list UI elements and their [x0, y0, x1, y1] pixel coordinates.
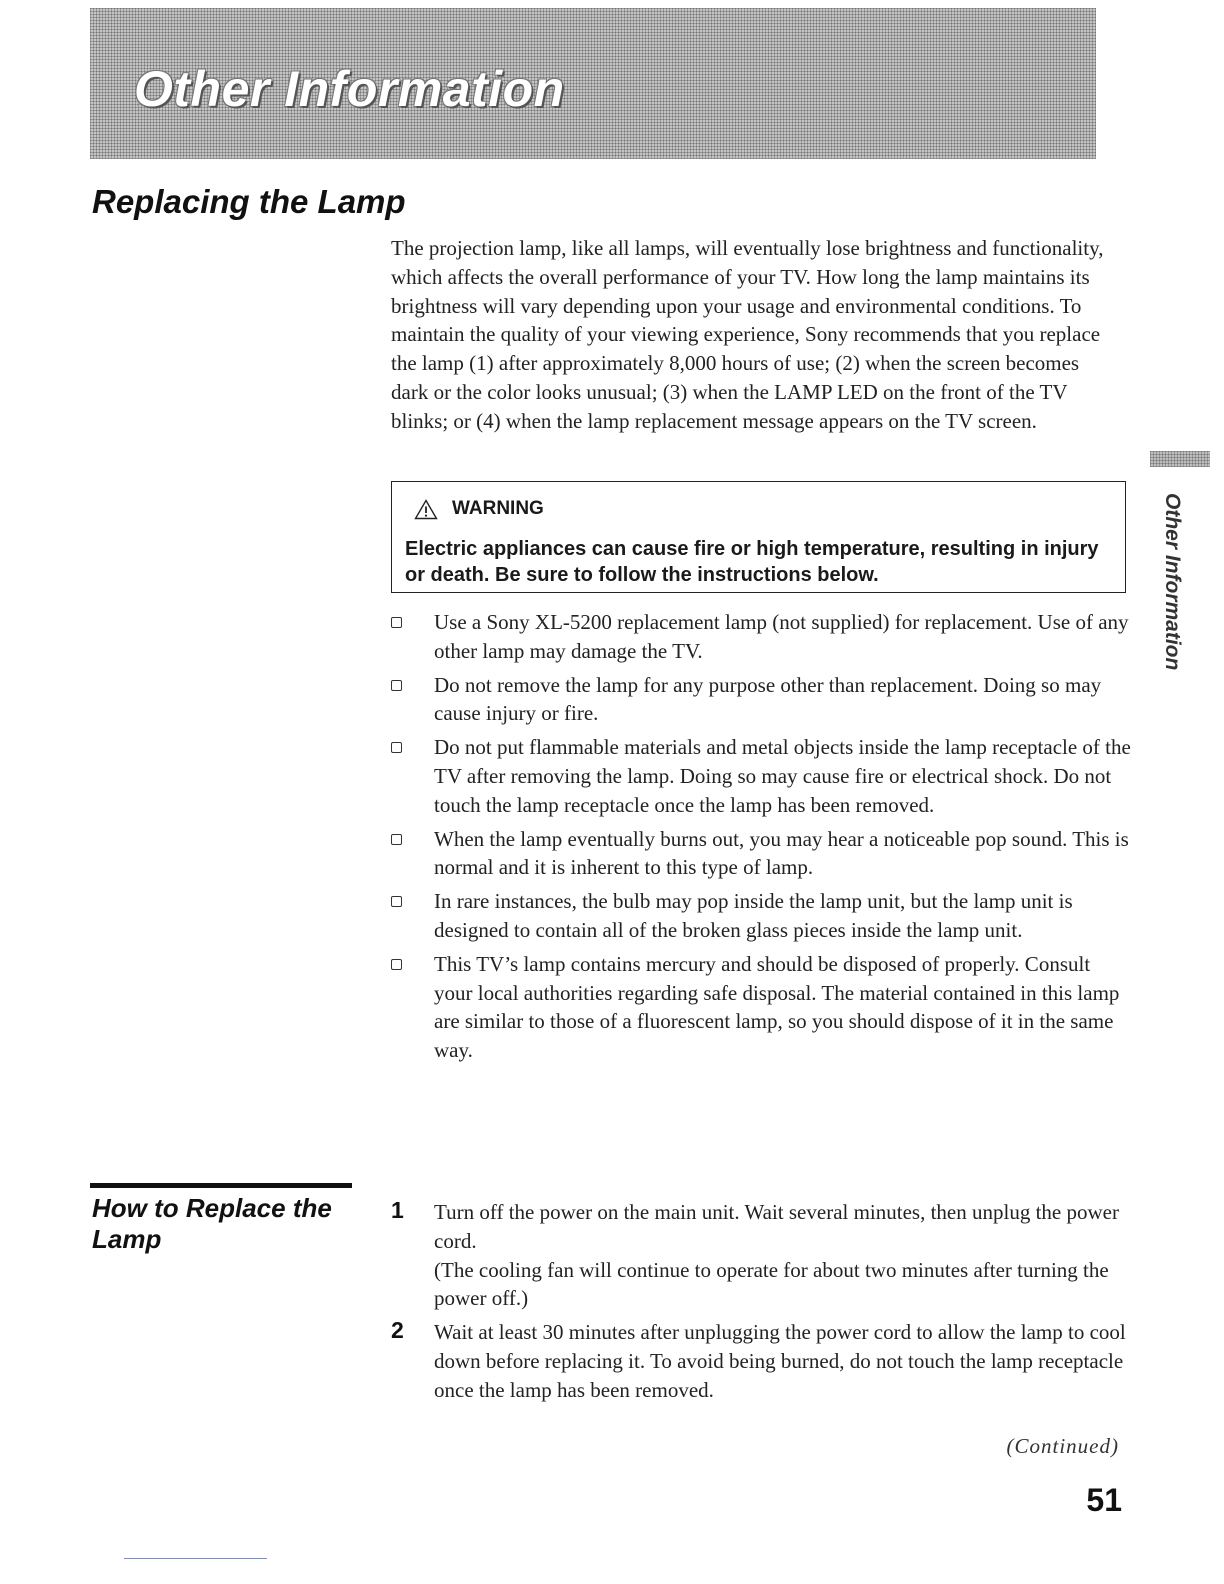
list-item: [391, 950, 1131, 1065]
list-item-text: Do not remove the lamp for any purpose other than replacement. Doing so may cause injury or fire.: [434, 672, 1102, 726]
subsection-rule: [90, 1183, 352, 1188]
warning-label: WARNING: [452, 498, 544, 519]
warning-header: [414, 498, 544, 520]
side-tab-label: Other Information: [1161, 493, 1184, 671]
list-item-text: Do not put flammable materials and metal objects inside the lamp receptacle of the TV after removing the lamp. Doing so may cause fire or electrical shock. Do not touch the lamp receptacle once the lamp has been removed.: [434, 735, 1131, 817]
list-item-text: Use a Sony XL-5200 replacement lamp (not supplied) for replacement. Use of any other lamp may damage the TV.: [434, 610, 1129, 663]
warning-triangle-icon: [414, 499, 438, 520]
continued-label: (Continued): [1006, 1434, 1119, 1458]
steps-list: [391, 1198, 1131, 1410]
list-item: [391, 825, 1131, 883]
precautions-list: [391, 608, 1131, 1070]
list-item: [391, 671, 1131, 729]
subsection-title: How to Replace the Lamp: [92, 1193, 332, 1254]
section-title: Replacing the Lamp: [92, 183, 406, 220]
checkbox-icon: [391, 896, 402, 907]
step-text: Turn off the power on the main unit. Wait several minutes, then unplug the power cord.: [434, 1200, 1119, 1253]
checkbox-icon: [391, 959, 402, 970]
warning-text: Electric appliances can cause fire or high temperature, resulting in injury or death. Be sure to follow the instructions below.: [405, 538, 1099, 586]
list-item: [391, 733, 1131, 819]
step-text: Wait at least 30 minutes after unplugging the power cord to allow the lamp to cool down before replacing it. To avoid being burned, do not touch the lamp receptacle once the lamp has been removed.: [434, 1320, 1126, 1402]
page-number: 51: [1086, 1482, 1122, 1518]
list-item-text: In rare instances, the bulb may pop inside the lamp unit, but the lamp unit is designed to contain all of the broken glass pieces inside the lamp unit.: [434, 889, 1073, 942]
checkbox-icon: [391, 742, 402, 753]
list-item-text: This TV’s lamp contains mercury and should be disposed of properly. Consult your local authorities regarding safe disposal. The material contained in this lamp are similar to those of a fluorescent lamp, so you should dispose of it in the same way.: [434, 951, 1120, 1063]
chapter-banner: [90, 8, 1096, 159]
step-number: 1: [391, 1197, 404, 1223]
side-tab-marker: [1150, 451, 1210, 467]
list-item: [391, 608, 1131, 666]
step-number: 2: [391, 1317, 404, 1344]
checkbox-icon: [391, 617, 402, 628]
warning-box: [391, 481, 1126, 593]
checkbox-icon: [391, 680, 402, 691]
checkbox-icon: [391, 834, 402, 845]
list-item-text: When the lamp eventually burns out, you may hear a noticeable pop sound. This is normal and it is inherent to this type of lamp.: [434, 826, 1129, 880]
chapter-title: Other Information: [134, 61, 565, 117]
footer-rule: [124, 1558, 267, 1559]
intro-paragraph: The projection lamp, like all lamps, will eventually lose brightness and functionality, which affects the overall performance of your TV. How long the lamp maintains its brightness will vary depending upon your usage and environmental conditions. To maintain the quality of your viewing experience, Sony recommends that you replace the lamp (1) after approximately 8,000 hours of use; (2) when the screen becomes dark or the color looks unusual; (3) when the LAMP LED on the front of the TV blinks; or (4) when the lamp replacement message appears on the TV screen.: [391, 236, 1104, 433]
step-note: (The cooling fan will continue to operate for about two minutes after turning the power off.): [434, 1257, 1109, 1311]
step-item: [391, 1318, 1131, 1404]
step-item: [391, 1198, 1131, 1313]
list-item: [391, 887, 1131, 945]
